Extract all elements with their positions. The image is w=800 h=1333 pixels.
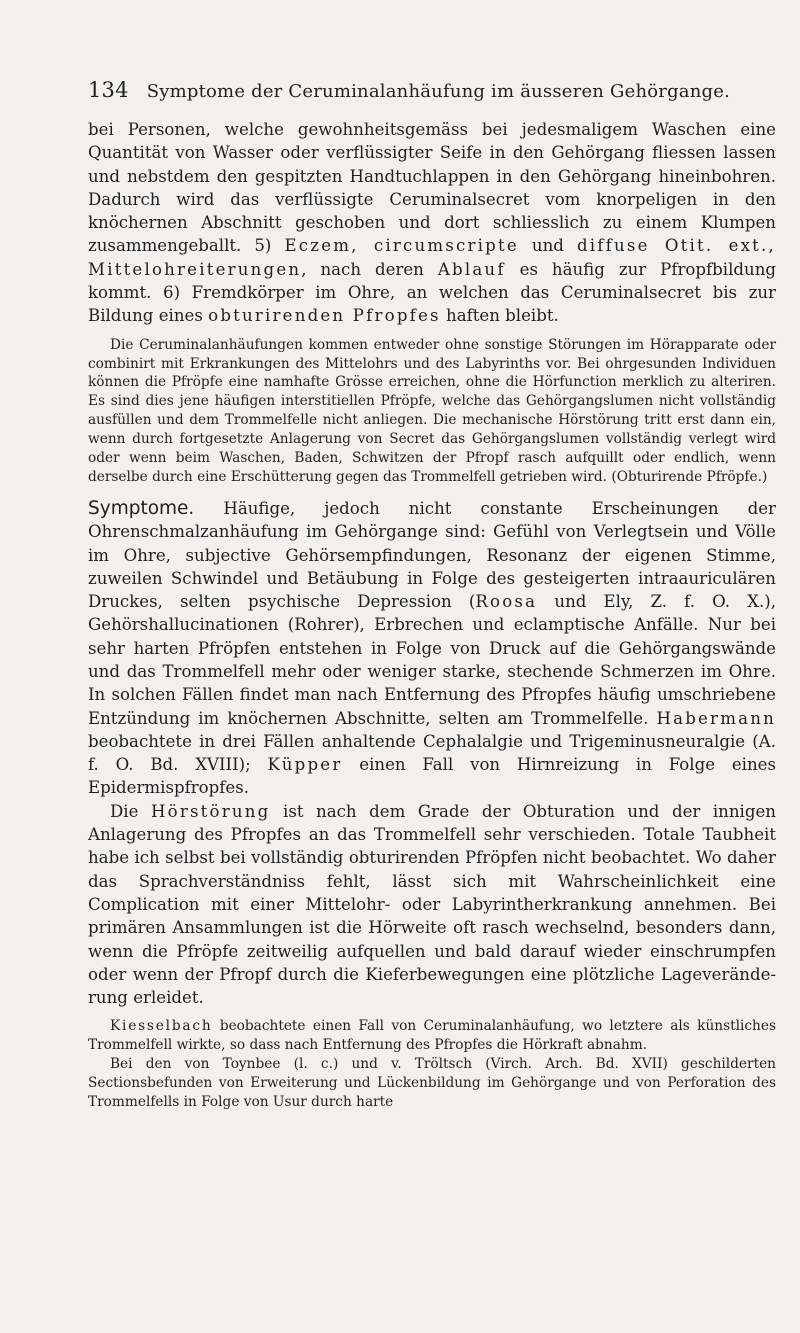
text-run: und Ely, Z. f. O. X.), Gehörshallucinationen (Rohrer), Erbrechen und eclamptische Anfälle. Nur bei sehr harten Pfröpfen entstehen in Folge von Druck auf die Gehörgangswände und das Trommelfell mehr oder weniger starke, stechende Schmerzen im Ohre. In solchen Fällen findet man nach Entfernung des Pfropfes häufig umschriebene Entzündung im knöchernen Abschnitte, selten am Trommelfelle. [88,592,777,728]
spaced-term: Kiesselbach [110,1018,213,1035]
small-print-paragraph-kiesselbach [88,1017,776,1055]
running-title: Symptome der Ceruminalanhäufung im äusseren Gehörgange. [146,81,731,102]
text-run: Häufige, jedoch nicht constante Erscheinungen der Ohrenschmalzanhäufung im Gehörgange sind: Gefühl von Verlegtsein und Völle im Ohre, subjective Gehörsempfindungen, Resonanz der eigenen Stimme, zuweilen Schwindel und Betäubung in Folge des gesteigerten intraauriculären Druckes, selten psychische Depression ( [88,498,776,612]
paragraph-symptome [88,497,776,800]
text-run: bei Personen, welche gewohnheitsgemäss bei jedesmaligem Waschen eine Quantität von Wasser oder verflüssigter Seife in den Gehörgang fliessen lassen und nebstdem den gespitzten Handtuchlappen in den Gehörgang hineinbohren. Dadurch wird das verflüssigte Ceruminalsecret vom knorpeligen in den knöchernen Abschnitt geschoben und dort schliesslich zu einem Klumpen zusammengeballt. 5) [88,120,776,256]
paragraph-hoerstoerung [88,800,776,1010]
spaced-term: Habermann [656,708,776,728]
spaced-term: Eczem, circumscripte [284,236,519,256]
text-run: Bei den von Toynbee (l. c.) und v. Tröltsch (Virch. Arch. Bd. XVII) geschilderten Sectionsbefunden von Erweiterung und Lückenbildung im Gehörgange und von Perforation des Trommelfells in Folge von Usur durch harte [88,1056,776,1111]
text-run: Die [110,801,151,821]
spaced-term: Hörstörung [150,801,271,821]
spaced-term: Roosa [475,592,538,612]
text-run: beobachtete einen Fall von Ceruminalanhäufung, wo letztere als künstliches Trommelfell wirkte, so dass nach Entfernung des Pfropfes die Hörkraft abnahm. [88,1018,776,1054]
text-run: haften bleibt. [440,306,559,326]
text-run: beobachtete in drei Fällen anhaltende Cephalalgie und Trigeminusneuralgie (A. f. O. Bd. XVIII); [88,731,776,775]
running-header [88,78,776,102]
spaced-term: obturirenden Pfropfes [208,306,441,326]
spaced-term: Ablauf [437,259,506,279]
small-print-paragraph-toynbee [88,1055,776,1112]
text-run: ist nach dem Grade der Obturation und der innigen Anlagerung des Pfropfes an das Trommelfell sehr verschieden. Totale Taubheit habe ich selbst bei vollständig obturirenden Pfröpfen nicht beobachtet. Wo daher das Sprachverständniss fehlt, lässt sich mit Wahrscheinlichkeit eine Complication mit einer Mittelohr- oder Labyrintherkrankung annehmen. Bei primären Ansammlungen ist die Hörweite oft rasch wechselnd, besonders dann, wenn die Pfröpfe zeitweilig aufquellen und bald darauf wieder einschrumpfen oder wenn der Pfropf durch die Kieferbewegungen eine plötzliche Lageveränderung erleidet. [88,801,776,1008]
text-run: es häufig zur Pfropfbildung kommt. 6) Fremdkörper im Ohre, an welchen das Ceruminalsecret bis zur Bildung eines [88,259,776,326]
text-run: und [518,236,577,256]
section-heading-symptome: Symptome. [88,497,195,519]
spaced-term: Küpper [267,755,343,775]
small-print-paragraph-obturation: Die Ceruminalanhäufungen kommen entweder ohne sonstige Störungen im Hörapparate oder combinirt mit Erkrankungen des Mittelohrs und des Labyrinths vor. Bei ohrgesunden Individuen können die Pfröpfe eine namhafte Grösse erreichen, ohne die Hörfunction merklich zu alteriren. Es sind dies jene häufigen interstitiellen Pfröpfe, welche das Gehörgangslumen nicht vollständig ausfüllen und dem Trommelfelle nicht anliegen. Die mechanische Hörstörung tritt erst dann ein, wenn durch fortgesetzte Anlagerung von Secret das Gehörgangslumen vollständig verlegt wird oder wenn beim Waschen, Baden, Schwitzen der Pfropf rasch aufquillt oder endlich, wenn derselbe durch eine Erschütterung gegen das Trommelfell getrieben wird. (Obturirende Pfröpfe.) [88,336,776,486]
book-page [88,78,776,1112]
paragraph-causes [88,118,776,328]
text-run: einen Fall von Hirnreizung in Folge eines Epidermispfropfes. [88,755,776,798]
page-number: 134 [88,78,129,102]
spaced-term: diffuse Otit. ext., Mittelohreiterungen [88,236,776,279]
text-run: , nach deren [301,259,438,279]
